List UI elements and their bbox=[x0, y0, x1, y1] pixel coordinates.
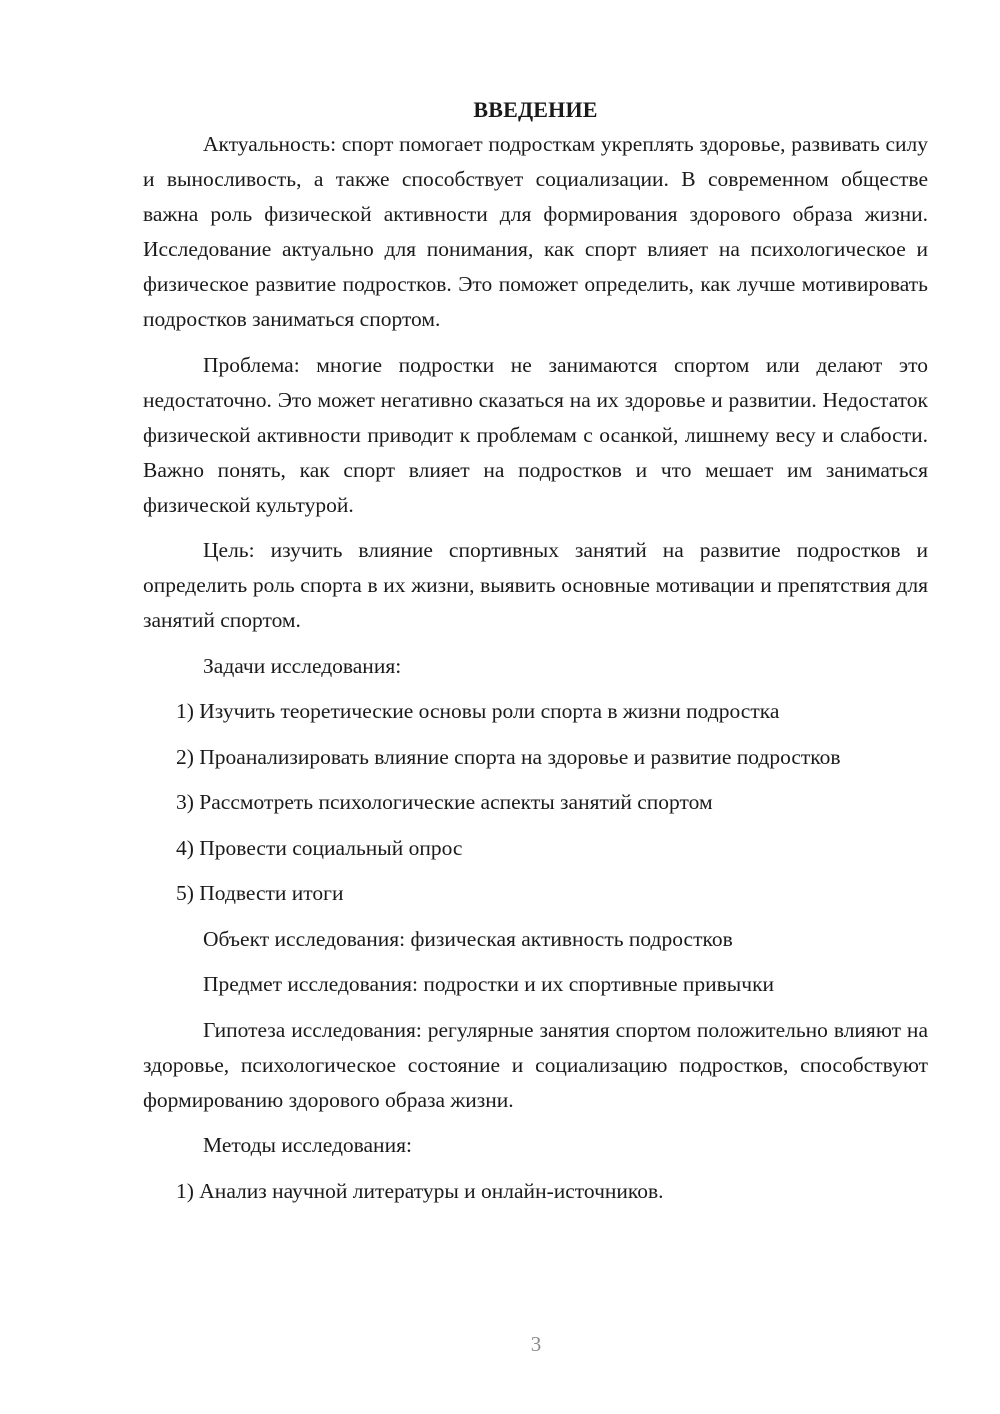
task-item-3: 3) Рассмотреть психологические аспекты занятий спортом bbox=[176, 790, 713, 814]
relevance-paragraph: Актуальность: спорт помогает подросткам укреплять здоровье, развивать силу и выносливость, а также способствует социализации. В современном обществе важна роль физической активности для формирования здорового образа жизни. Исследование актуально для понимания, как спорт влияет на психологическое и физическое развитие подростков. Это поможет определить, как лучше мотивировать подростков заниматься спортом. bbox=[143, 132, 928, 331]
research-subject: Предмет исследования: подростки и их спортивные привычки bbox=[203, 972, 775, 996]
hypothesis-paragraph: Гипотеза исследования: регулярные занятия спортом положительно влияют на здоровье, психологическое состояние и социализацию подростков, способствуют формированию здорового образа жизни. bbox=[143, 1017, 928, 1112]
methods-label: Методы исследования: bbox=[203, 1133, 412, 1157]
goal-paragraph: Цель: изучить влияние спортивных занятий на развитие подростков и определить роль спорта в их жизни, выявить основные мотивации и препятствия для занятий спортом. bbox=[143, 538, 928, 632]
tasks-label: Задачи исследования: bbox=[203, 653, 402, 678]
task-item-1: 1) Изучить теоретические основы роли спорта в жизни подростка bbox=[176, 699, 780, 723]
problem-paragraph: Проблема: многие подростки не занимаются спортом или делают это недостаточно. Это может негативно сказаться на их здоровье и развитии. Недостаток физической активности приводит к проблемам с осанкой, лишнему весу и слабости. Важно понять, как спорт влияет на подростков и что мешает им заниматься физической культурой. bbox=[143, 352, 928, 517]
document-page bbox=[143, 92, 928, 1219]
section-heading: ВВЕДЕНИЕ bbox=[473, 97, 598, 122]
task-item-4: 4) Провести социальный опрос bbox=[176, 835, 463, 860]
method-item-1: 1) Анализ научной литературы и онлайн-источников. bbox=[176, 1178, 664, 1203]
page-number: 3 bbox=[530, 1332, 542, 1356]
task-item-2: 2) Проанализировать влияние спорта на здоровье и развитие подростков bbox=[176, 744, 841, 769]
task-item-5: 5) Подвести итоги bbox=[176, 881, 344, 905]
research-object: Объект исследования: физическая активность подростков bbox=[203, 926, 733, 951]
